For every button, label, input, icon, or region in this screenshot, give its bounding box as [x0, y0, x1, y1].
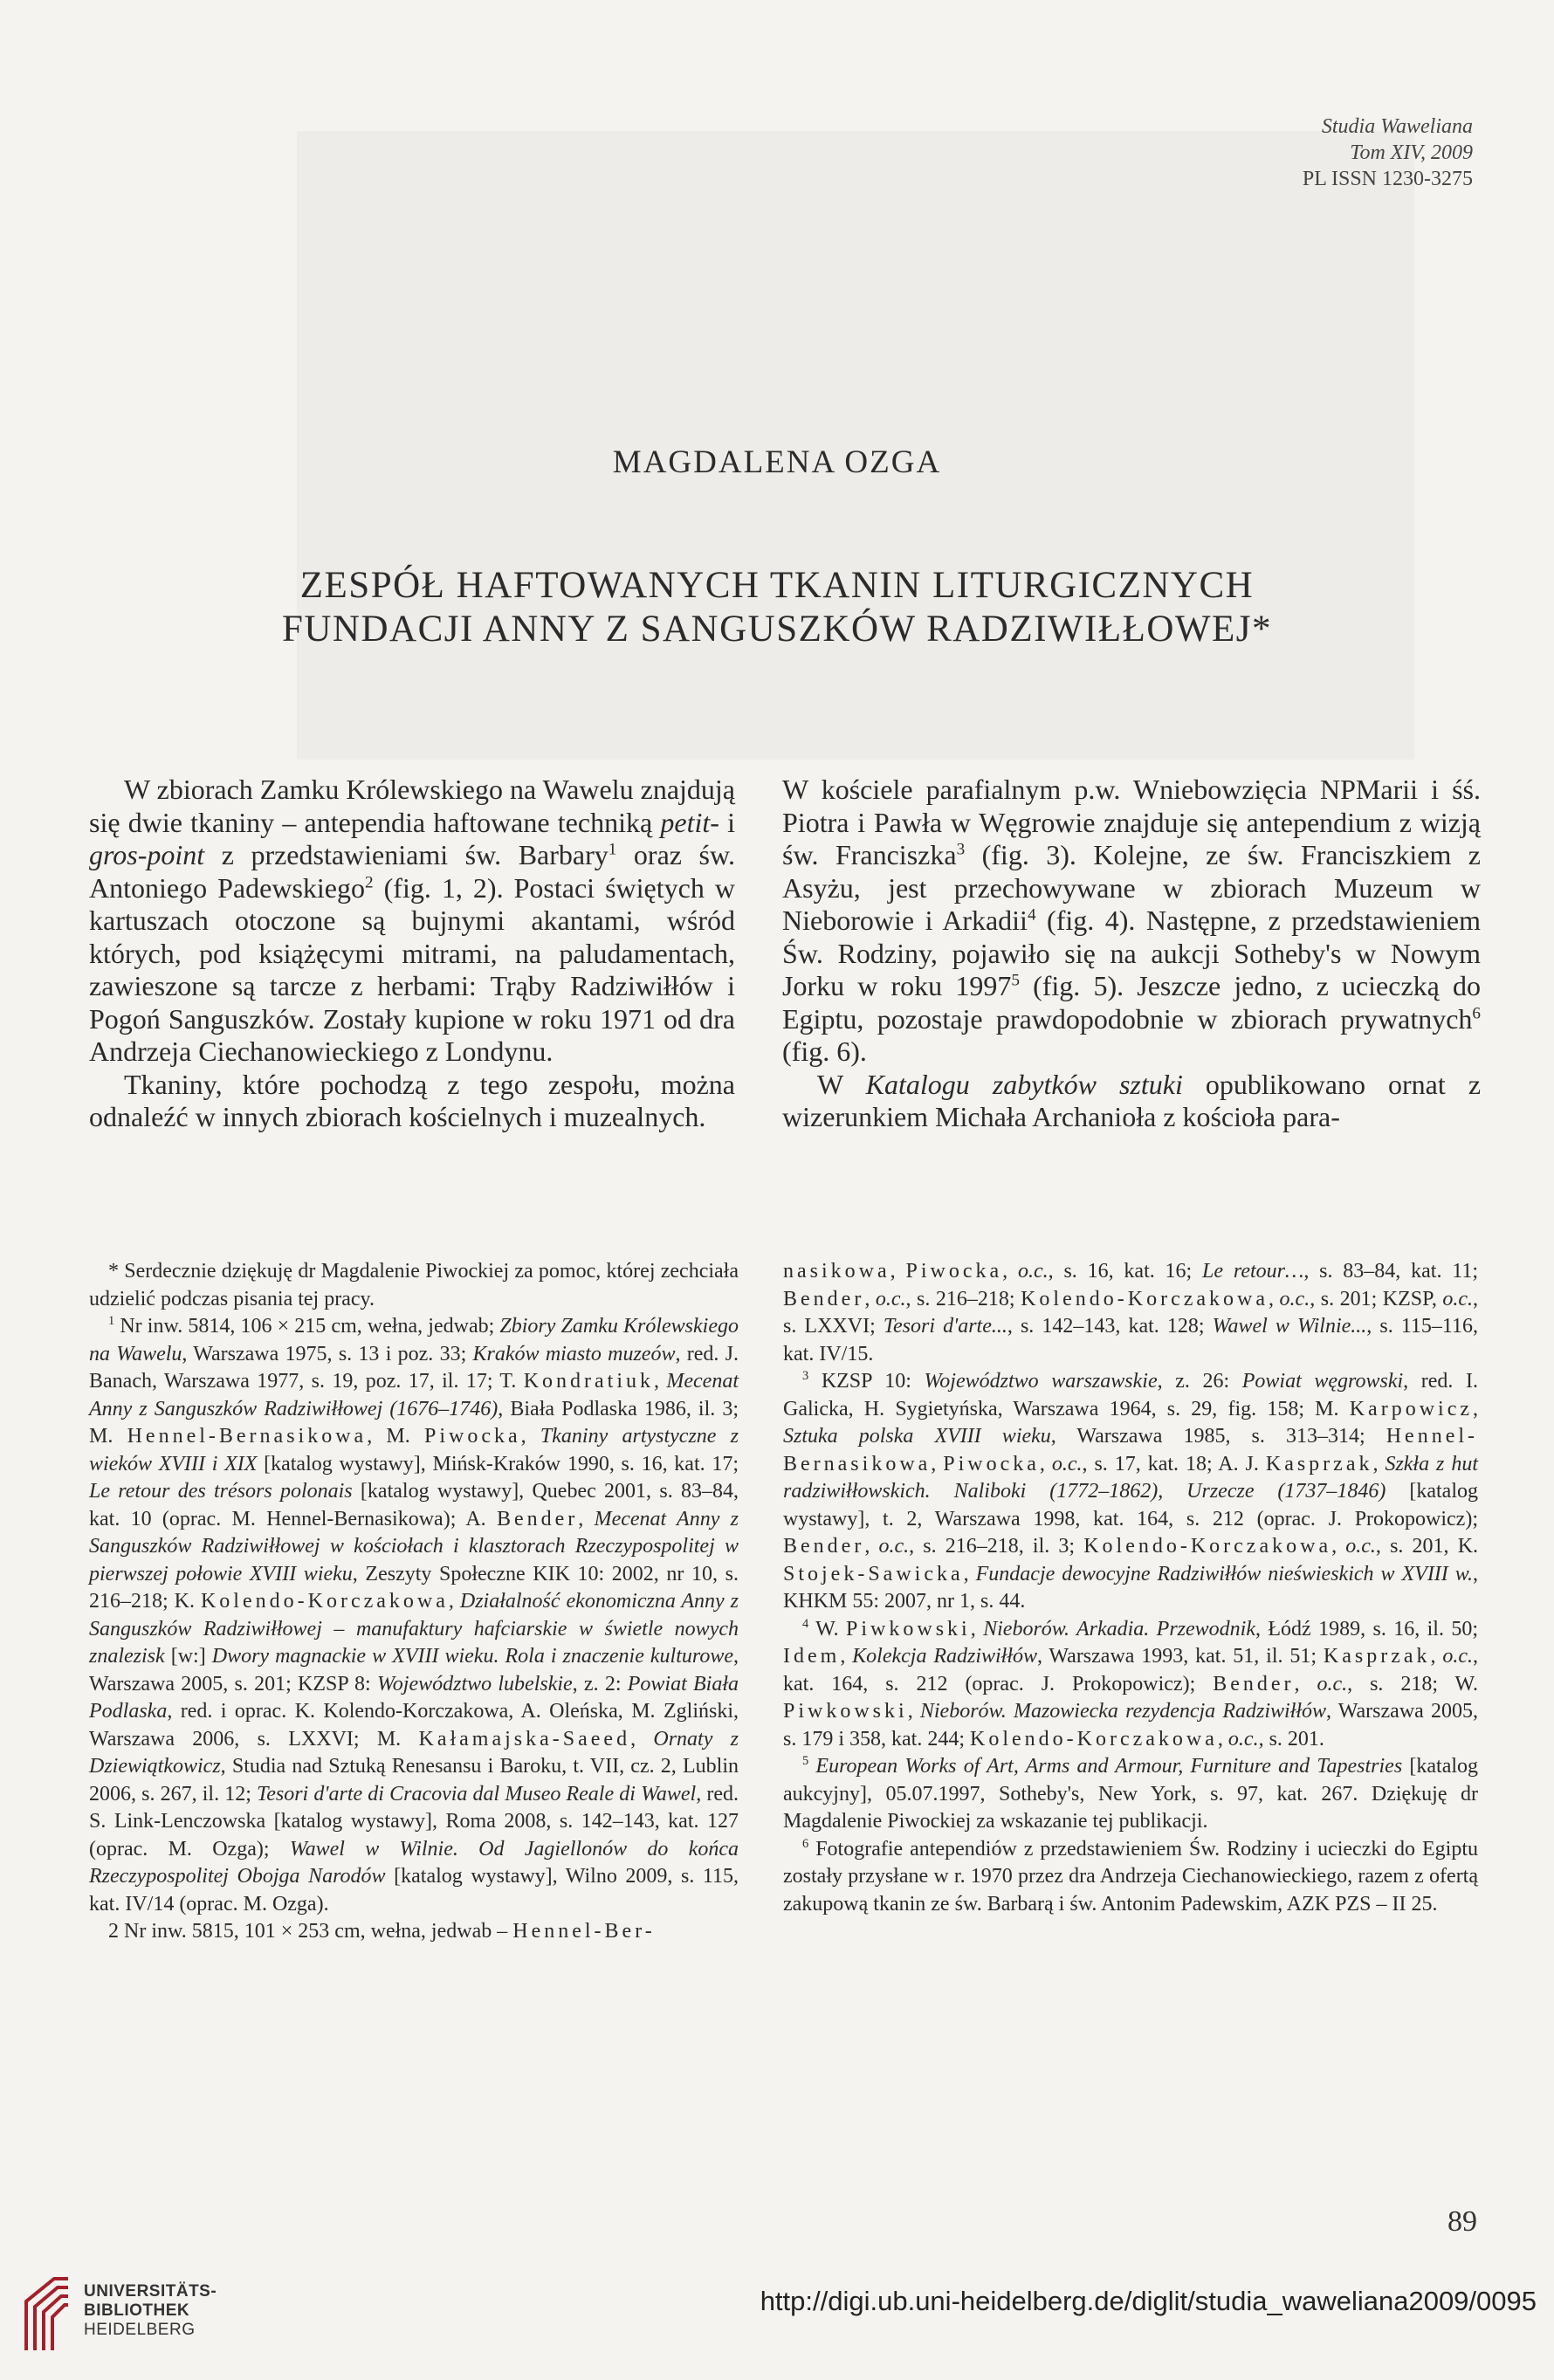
- footnotes-left: [89, 1258, 739, 1946]
- footnote-ref: 2: [365, 872, 374, 891]
- journal-issn: PL ISSN 1230-3275: [1302, 168, 1473, 190]
- journal-name: Studia Waweliana: [1321, 115, 1473, 138]
- title-line-2: FUNDACJI ANNY Z SANGUSZKÓW RADZIWIŁŁOWEJ*: [281, 609, 1273, 650]
- footnote-ref: 1: [608, 840, 617, 859]
- footnote-1: $^1$ Nr inw. 5814, 106 × 215 cm, wełna, jedwab; Zbiory Zamku Królewskiego na Wawelu, Warszawa 1975, s. 13 i poz. 33; Kraków miasto muzeów, red. J. Banach, Warszawa 1977, s. 19, poz. 17, il. 17; T. Kondratiuk, Mecenat Anny z Sanguszków Radziwiłłowej (1676–1746), Biała Podlaska 1986, il. 3; M. Hennel-Bernasikowa, M. Piwocka, Tkaniny artystyczne z wieków XVIII i XIX [katalog wystawy], Mińsk-Kraków 1990, s. 16, kat. 17; Le retour des trésors polonais [katalog wystawy], Quebec 2001, s. 83–84, kat. 10 (oprac. M. Hennel-Bernasikowa); A. Bender, Mecenat Anny z Sanguszków Radziwiłłowej w kościołach i klasztorach Rzeczypospolitej w pierwszej połowie XVIII wieku, Zeszyty Społeczne KIK 10: 2002, nr 10, s. 216–218; K. Kolendo-Korczakowa, Działalność ekonomiczna Anny z Sanguszków Radziwiłłowej – manufaktury hafciarskie w świetle nowych znalezisk [w:] Dwory magnackie w XVIII wieku. Rola i znaczenie kulturowe, Warszawa 2005, s. 201; KZSP 8: Województwo lubelskie, z. 2: Powiat Biała Podlaska, red. i oprac. K. Kolendo-Korczakowa, A. Oleńska, M. Zgliński, Warszawa 2006, s. LXXVI; M. Kałamajska-Saeed, Ornaty z Dziewiątkowicz, Studia nad Sztuką Renesansu i Baroku, t. VII, cz. 2, Lublin 2006, s. 267, il. 12; Tesori d'arte di Cracovia dal Museo Reale di Wawel, red. S. Link-Lenczowska [katalog wystawy], Roma 2008, s. 142–143, kat. 127 (oprac. M. Ozga); Wawel w Wilnie. Od Jagiellonów do końca Rzeczypospolitej Obojga Narodów [katalog wystawy], Wilno 2009, s. 115, kat. IV/14 (oprac. M. Ozga).: [89, 1314, 739, 1916]
- body-paragraph: W Katalogu zabytków sztuki opublikowano ornat z wizerunkiem Michała Archanioła z kościoła para-: [782, 1068, 1482, 1132]
- footnote-3: $^3$ KZSP 10: Województwo warszawskie, z. 26: Powiat węgrowski, red. I. Galicka, H. Sygietyńska, Warszawa 1964, s. 29, fig. 158; M. Karpowicz, Sztuka polska XVIII wieku, Warszawa 1985, s. 313–314; Hennel-Bernasikowa, Piwocka, o.c., s. 17, kat. 18; A. J. Kasprzak, Szkła z hut radziwiłłowskich. Naliboki (1772–1862), Urzecze (1737–1846) [katalog wystawy], t. 2, Warszawa 1998, kat. 164, s. 212 (oprac. J. Prokopowicz); Bender, o.c., s. 216–218, il. 3; Kolendo-Korczakowa, o.c., s. 201, K. Stojek-Sawicka, Fundacje dewocyjne Radziwiłłów nieświeskich w XVIII w., KHKM 55: 2007, nr 1, s. 44.: [783, 1369, 1479, 1613]
- body-paragraph: W zbiorach Zamku Królewskiego na Wawelu znajdują się dwie tkaniny – antependia haftowane techniką petit- i gros-point z przedstawieniami św. Barbary$^1$ oraz św. Antoniego Padewskiego$^2$ (fig. 1, 2). Postaci świętych w kartuszach otoczone są bujnymi akantami, wśród których, pod książęcymi mitrami, na paludamentach, zawieszone są tarcze z herbami: Trąby Radziwiłłów i Pogoń Sanguszków. Zostały kupione w roku 1971 od dra Andrzeja Ciechanowieckiego z Londynu.: [89, 774, 736, 1067]
- footnotes-right: [783, 1258, 1478, 1918]
- body-paragraph: W kościele parafialnym p.w. Wniebowzięcia NPMarii i śś. Piotra i Pawła w Węgrowie znajduje się antependium z wizją św. Franciszka$^3$ (fig. 3). Kolejne, ze św. Franciszkiem z Asyżu, jest przechowywane w zbiorach Muzeum w Nieborowie i Arkadii$^4$ (fig. 4). Następne, z przedstawieniem Św. Rodziny, pojawiło się na aukcji Sotheby's w Nowym Jorku w roku 1997$^5$ (fig. 5). Jeszcze jedno, z ucieczką do Egiptu, pozostaje prawdopodobnie w zbiorach prywatnych$^6$ (fig. 6).: [782, 774, 1482, 1067]
- journal-header: [1303, 113, 1473, 192]
- footnote-6: $^6$ Fotografie antependiów z przedstawieniem Św. Rodziny i ucieczki do Egiptu zostały przysłane w r. 1970 przez dra Andrzeja Ciechanowieckiego, razem z ofertą zakupową tkanin ze św. Barbarą i św. Antonim Padewskim, AZK PZS – II 25.: [783, 1836, 1478, 1916]
- footnote-ref: 4: [1027, 905, 1036, 925]
- page-number: 89: [1447, 2205, 1477, 2238]
- footnote-2: 2 Nr inw. 5815, 101 × 253 cm, wełna, jedwab – Hennel-Ber-: [108, 1920, 656, 1943]
- library-logo[interactable]: [19, 2275, 333, 2354]
- source-url-link[interactable]: http://digi.ub.uni-heidelberg.de/diglit/studia_waweliana2009/0095: [760, 2286, 1537, 2316]
- article-title: [0, 564, 1554, 651]
- footnote-ref: 6: [1472, 1003, 1481, 1022]
- footnote-5: $^5$ European Works of Art, Arms and Armour, Furniture and Tapestries [katalog aukcyjny], 05.07.1997, Sotheby's, New York, s. 97, kat. 267. Dziękuję dr Magdalenie Piwockiej za wskazanie tej publikacji.: [783, 1754, 1479, 1833]
- body-paragraph: Tkaniny, które pochodzą z tego zespołu, można odnaleźć w innych zbiorach kościelnych i muzealnych.: [89, 1068, 735, 1132]
- body-column-right: [782, 774, 1481, 1134]
- title-line-1: ZESPÓŁ HAFTOWANYCH TKANIN LITURGICZNYCH: [299, 565, 1255, 606]
- article-author: MAGDALENA OZGA: [612, 444, 942, 480]
- library-name: UNIVERSITÄTS- BIBLIOTHEK HEIDELBERG: [84, 2282, 217, 2339]
- journal-volume: Tom XIV, 2009: [1350, 141, 1473, 164]
- footnote-ref: 3: [956, 840, 966, 859]
- body-column-left: [89, 774, 735, 1134]
- footnote-ref: 5: [1011, 971, 1020, 990]
- ub-heidelberg-logo-icon: [19, 2275, 72, 2352]
- footnote-2-continued: nasikowa, Piwocka, o.c., s. 16, kat. 16; Le retour…, s. 83–84, kat. 11; Bender, o.c., s. 216–218; Kolendo-Korczakowa, o.c., s. 201; KZSP, o.c., s. LXXVI; Tesori d'arte..., s. 142–143, kat. 128; Wawel w Wilnie..., s. 115–116, kat. IV/15.: [783, 1260, 1479, 1365]
- footnote-4: $^4$ W. Piwkowski, Nieborów. Arkadia. Przewodnik, Łódź 1989, s. 16, il. 50; Idem, Kolekcja Radziwiłłów, Warszawa 1993, kat. 51, il. 51; Kasprzak, o.c., kat. 164, s. 212 (oprac. J. Prokopowicz); Bender, o.c., s. 218; W. Piwkowski, Nieborów. Mazowiecka rezydencja Radziwiłłów, Warszawa 2005, s. 179 i 358, kat. 244; Kolendo-Korczakowa, o.c., s. 201.: [783, 1616, 1479, 1751]
- footnote-star: * Serdecznie dziękuję dr Magdalenie Piwockiej za pomoc, której zechciała udzielić podczas pisania tej pracy.: [89, 1260, 739, 1310]
